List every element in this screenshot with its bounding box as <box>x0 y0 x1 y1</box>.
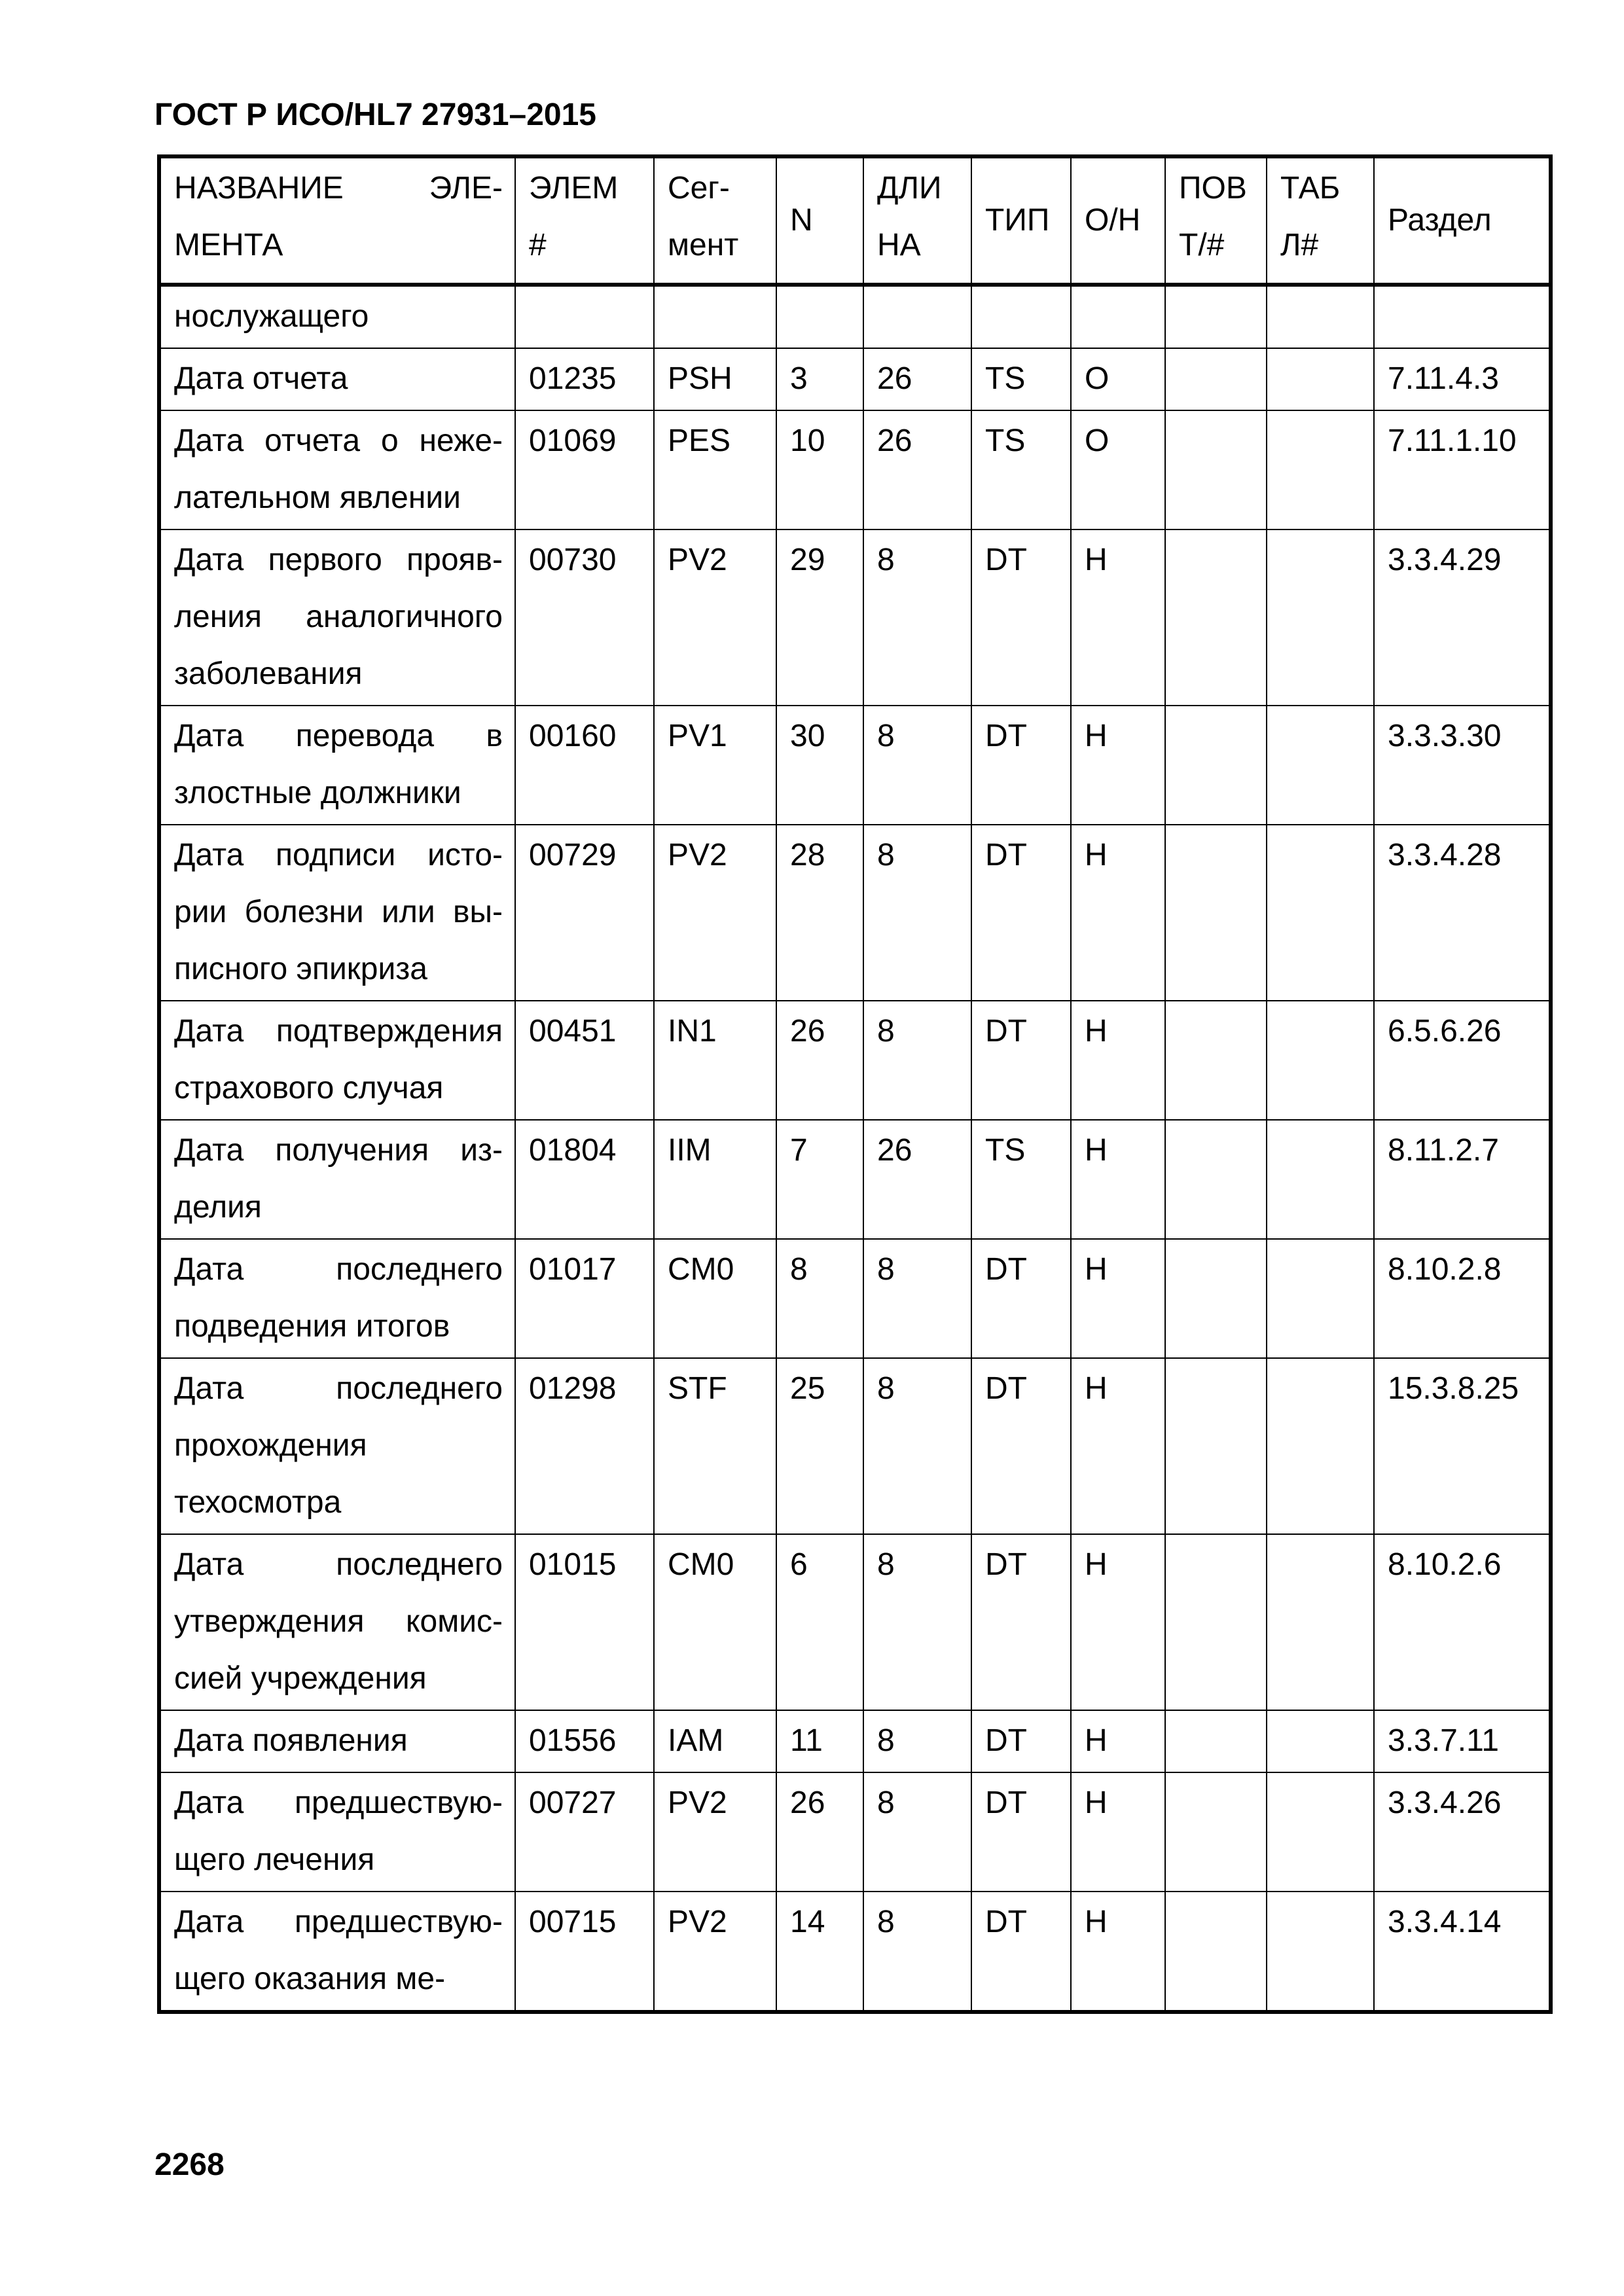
cell-elem: 01556 <box>515 1710 654 1772</box>
cell-element-name-line: страхового случая <box>174 1071 444 1105</box>
cell-elem: 00451 <box>515 1001 654 1120</box>
cell-section: 3.3.4.28 <box>1374 825 1551 1001</box>
cell-n: 14 <box>776 1892 863 2012</box>
cell-length: 8 <box>863 1710 971 1772</box>
cell-length: 8 <box>863 529 971 706</box>
column-header-name <box>159 156 515 285</box>
cell-repetition <box>1165 825 1267 1001</box>
cell-segment: IN1 <box>654 1001 776 1120</box>
cell-table <box>1267 1534 1374 1710</box>
cell-length: 8 <box>863 1358 971 1534</box>
column-header-length-line1: ДЛИ <box>877 171 942 206</box>
cell-optionality: Н <box>1071 706 1165 825</box>
cell-optionality: О <box>1071 348 1165 410</box>
cell-element-name <box>159 1001 515 1120</box>
column-header-table-line1: ТАБ <box>1280 171 1341 206</box>
cell-length: 26 <box>863 348 971 410</box>
cell-element-name-line: Дата предшествую- <box>174 1905 503 1939</box>
cell-segment: PV2 <box>654 1892 776 2012</box>
table-row <box>159 706 1551 825</box>
cell-optionality: Н <box>1071 1892 1165 2012</box>
cell-optionality: Н <box>1071 1772 1165 1892</box>
cell-section: 3.3.7.11 <box>1374 1710 1551 1772</box>
cell-element-name-line: ления аналогичного <box>174 600 503 634</box>
cell-section: 3.3.3.30 <box>1374 706 1551 825</box>
cell-table <box>1267 1358 1374 1534</box>
cell-table <box>1267 1001 1374 1120</box>
cell-optionality: О <box>1071 410 1165 529</box>
cell-segment: CM0 <box>654 1534 776 1710</box>
cell-elem <box>515 285 654 348</box>
cell-element-name-line: Дата последнего <box>174 1252 503 1287</box>
cell-optionality: Н <box>1071 1239 1165 1358</box>
table-row <box>159 529 1551 706</box>
cell-optionality: Н <box>1071 1710 1165 1772</box>
table-row <box>159 1120 1551 1239</box>
cell-element-name-line: Дата последнего <box>174 1371 503 1406</box>
table-row <box>159 285 1551 348</box>
cell-type: DT <box>971 706 1071 825</box>
cell-element-name-line: Дата перевода в <box>174 719 503 753</box>
table-row <box>159 1239 1551 1358</box>
cell-elem: 01017 <box>515 1239 654 1358</box>
cell-optionality: Н <box>1071 1534 1165 1710</box>
cell-n: 26 <box>776 1001 863 1120</box>
cell-type: TS <box>971 1120 1071 1239</box>
cell-length: 26 <box>863 410 971 529</box>
cell-type: TS <box>971 410 1071 529</box>
cell-repetition <box>1165 1120 1267 1239</box>
cell-type: DT <box>971 1001 1071 1120</box>
column-header-table-line2: Л# <box>1280 228 1319 262</box>
cell-type: TS <box>971 348 1071 410</box>
cell-type: DT <box>971 529 1071 706</box>
elements-table <box>157 154 1553 2014</box>
cell-section: 3.3.4.26 <box>1374 1772 1551 1892</box>
table-row <box>159 1358 1551 1534</box>
cell-n <box>776 285 863 348</box>
column-header-name-line2: МЕНТА <box>174 228 283 262</box>
cell-optionality <box>1071 285 1165 348</box>
cell-type: DT <box>971 1710 1071 1772</box>
cell-element-name-line: Дата подписи исто- <box>174 838 503 872</box>
cell-element-name-line: утверждения комис- <box>174 1604 503 1639</box>
cell-element-name-line: Дата подтверждения <box>174 1014 503 1049</box>
cell-element-name-line: прохождения <box>174 1428 367 1463</box>
cell-n: 8 <box>776 1239 863 1358</box>
cell-element-name-line: заболевания <box>174 656 363 691</box>
cell-element-name <box>159 1239 515 1358</box>
cell-length: 8 <box>863 706 971 825</box>
cell-segment: PSH <box>654 348 776 410</box>
cell-elem: 01804 <box>515 1120 654 1239</box>
cell-segment: CM0 <box>654 1239 776 1358</box>
column-header-repetition-line2: Т/# <box>1179 228 1225 262</box>
cell-element-name <box>159 410 515 529</box>
cell-elem: 01015 <box>515 1534 654 1710</box>
cell-repetition <box>1165 1001 1267 1120</box>
cell-n: 30 <box>776 706 863 825</box>
column-header-elem <box>515 156 654 285</box>
cell-repetition <box>1165 1772 1267 1892</box>
cell-table <box>1267 1239 1374 1358</box>
cell-element-name <box>159 1358 515 1534</box>
cell-repetition <box>1165 1892 1267 2012</box>
page-number: 2268 <box>154 2147 225 2182</box>
cell-elem: 00715 <box>515 1892 654 2012</box>
table-row <box>159 1892 1551 2012</box>
cell-table <box>1267 1710 1374 1772</box>
cell-n: 3 <box>776 348 863 410</box>
cell-n: 7 <box>776 1120 863 1239</box>
cell-optionality: Н <box>1071 825 1165 1001</box>
cell-table <box>1267 529 1374 706</box>
cell-length: 8 <box>863 825 971 1001</box>
cell-table <box>1267 348 1374 410</box>
cell-optionality: Н <box>1071 1120 1165 1239</box>
column-header-segment <box>654 156 776 285</box>
cell-repetition <box>1165 348 1267 410</box>
cell-elem: 00727 <box>515 1772 654 1892</box>
cell-element-name-line: техосмотра <box>174 1485 342 1520</box>
cell-segment: PV1 <box>654 706 776 825</box>
cell-element-name <box>159 529 515 706</box>
cell-table <box>1267 410 1374 529</box>
cell-length: 8 <box>863 1892 971 2012</box>
cell-length: 8 <box>863 1001 971 1120</box>
column-header-elem-line1: ЭЛЕМ <box>529 171 619 206</box>
cell-element-name <box>159 285 515 348</box>
header-row <box>159 156 1551 285</box>
cell-repetition <box>1165 285 1267 348</box>
table-row <box>159 1534 1551 1710</box>
column-header-length-line2: НА <box>877 228 921 262</box>
cell-elem: 00729 <box>515 825 654 1001</box>
cell-segment: IIM <box>654 1120 776 1239</box>
cell-section: 8.11.2.7 <box>1374 1120 1551 1239</box>
cell-section: 6.5.6.26 <box>1374 1001 1551 1120</box>
cell-optionality: Н <box>1071 1358 1165 1534</box>
cell-element-name <box>159 348 515 410</box>
table-row <box>159 1001 1551 1120</box>
cell-length <box>863 285 971 348</box>
cell-repetition <box>1165 1710 1267 1772</box>
table-row <box>159 348 1551 410</box>
cell-table <box>1267 1892 1374 2012</box>
cell-table <box>1267 1772 1374 1892</box>
cell-type: DT <box>971 1239 1071 1358</box>
column-header-n: N <box>776 156 863 285</box>
cell-element-name-line: делия <box>174 1190 262 1225</box>
cell-element-name <box>159 1710 515 1772</box>
column-header-section: Раздел <box>1374 156 1551 285</box>
cell-element-name-line: щего лечения <box>174 1842 375 1877</box>
cell-element-name-line: Дата отчета <box>174 361 348 396</box>
column-header-segment-line2: мент <box>668 228 739 262</box>
column-header-type: ТИП <box>971 156 1071 285</box>
column-header-name-line1: НАЗВАНИЕ ЭЛЕ- <box>174 171 503 206</box>
cell-table <box>1267 706 1374 825</box>
cell-section: 15.3.8.25 <box>1374 1358 1551 1534</box>
column-header-elem-line2: # <box>529 228 547 262</box>
cell-element-name-line: писного эпикриза <box>174 952 427 986</box>
cell-repetition <box>1165 410 1267 529</box>
cell-type: DT <box>971 1358 1071 1534</box>
cell-segment: PV2 <box>654 1772 776 1892</box>
cell-elem: 01298 <box>515 1358 654 1534</box>
cell-repetition <box>1165 529 1267 706</box>
cell-segment: PES <box>654 410 776 529</box>
cell-elem: 00730 <box>515 529 654 706</box>
column-header-repetition <box>1165 156 1267 285</box>
cell-section: 3.3.4.29 <box>1374 529 1551 706</box>
cell-n: 11 <box>776 1710 863 1772</box>
column-header-segment-line1: Сег- <box>668 171 730 206</box>
cell-section: 3.3.4.14 <box>1374 1892 1551 2012</box>
table-row <box>159 1710 1551 1772</box>
column-header-repetition-line1: ПОВ <box>1179 171 1247 206</box>
cell-element-name-line: подведения итогов <box>174 1309 450 1344</box>
cell-element-name-line: сией учреждения <box>174 1661 427 1696</box>
cell-type <box>971 285 1071 348</box>
column-header-optionality: О/Н <box>1071 156 1165 285</box>
cell-element-name-line: щего оказания ме- <box>174 1962 446 1996</box>
cell-elem: 00160 <box>515 706 654 825</box>
cell-section: 7.11.4.3 <box>1374 348 1551 410</box>
cell-segment: STF <box>654 1358 776 1534</box>
cell-segment: IAM <box>654 1710 776 1772</box>
cell-length: 8 <box>863 1534 971 1710</box>
cell-type: DT <box>971 1534 1071 1710</box>
cell-element-name <box>159 1892 515 2012</box>
cell-optionality: Н <box>1071 1001 1165 1120</box>
cell-element-name <box>159 825 515 1001</box>
cell-n: 28 <box>776 825 863 1001</box>
cell-n: 6 <box>776 1534 863 1710</box>
cell-repetition <box>1165 706 1267 825</box>
cell-segment <box>654 285 776 348</box>
cell-elem: 01235 <box>515 348 654 410</box>
cell-repetition <box>1165 1239 1267 1358</box>
cell-repetition <box>1165 1534 1267 1710</box>
cell-element-name-line: Дата первого прояв- <box>174 543 503 577</box>
cell-element-name <box>159 1120 515 1239</box>
cell-element-name-line: Дата отчета о неже- <box>174 423 503 458</box>
cell-elem: 01069 <box>515 410 654 529</box>
cell-n: 29 <box>776 529 863 706</box>
cell-type: DT <box>971 1772 1071 1892</box>
table-body <box>159 285 1551 2012</box>
cell-segment: PV2 <box>654 825 776 1001</box>
cell-section: 8.10.2.6 <box>1374 1534 1551 1710</box>
cell-length: 8 <box>863 1239 971 1358</box>
cell-type: DT <box>971 825 1071 1001</box>
cell-segment: PV2 <box>654 529 776 706</box>
cell-table <box>1267 285 1374 348</box>
cell-n: 25 <box>776 1358 863 1534</box>
cell-section: 7.11.1.10 <box>1374 410 1551 529</box>
table-row <box>159 410 1551 529</box>
table-row <box>159 1772 1551 1892</box>
cell-table <box>1267 1120 1374 1239</box>
cell-element-name-line: лательном явлении <box>174 480 461 515</box>
cell-optionality: Н <box>1071 529 1165 706</box>
cell-element-name <box>159 1772 515 1892</box>
column-header-table <box>1267 156 1374 285</box>
cell-n: 26 <box>776 1772 863 1892</box>
cell-repetition <box>1165 1358 1267 1534</box>
cell-element-name <box>159 706 515 825</box>
cell-element-name-line: злостные должники <box>174 776 461 810</box>
cell-length: 26 <box>863 1120 971 1239</box>
cell-element-name <box>159 1534 515 1710</box>
cell-table <box>1267 825 1374 1001</box>
table-header <box>159 156 1551 285</box>
cell-type: DT <box>971 1892 1071 2012</box>
cell-length: 8 <box>863 1772 971 1892</box>
cell-element-name-line: Дата предшествую- <box>174 1785 503 1820</box>
document-header: ГОСТ Р ИСО/HL7 27931–2015 <box>154 98 596 132</box>
cell-n: 10 <box>776 410 863 529</box>
cell-element-name-line: Дата появления <box>174 1723 408 1758</box>
cell-section <box>1374 285 1551 348</box>
column-header-length <box>863 156 971 285</box>
cell-element-name-line: рии болезни или вы- <box>174 895 503 929</box>
cell-element-name-line: Дата последнего <box>174 1547 503 1582</box>
table-row <box>159 825 1551 1001</box>
cell-section: 8.10.2.8 <box>1374 1239 1551 1358</box>
cell-element-name-line: Дата получения из- <box>174 1133 503 1168</box>
cell-element-name-line: нослужащего <box>174 299 369 334</box>
